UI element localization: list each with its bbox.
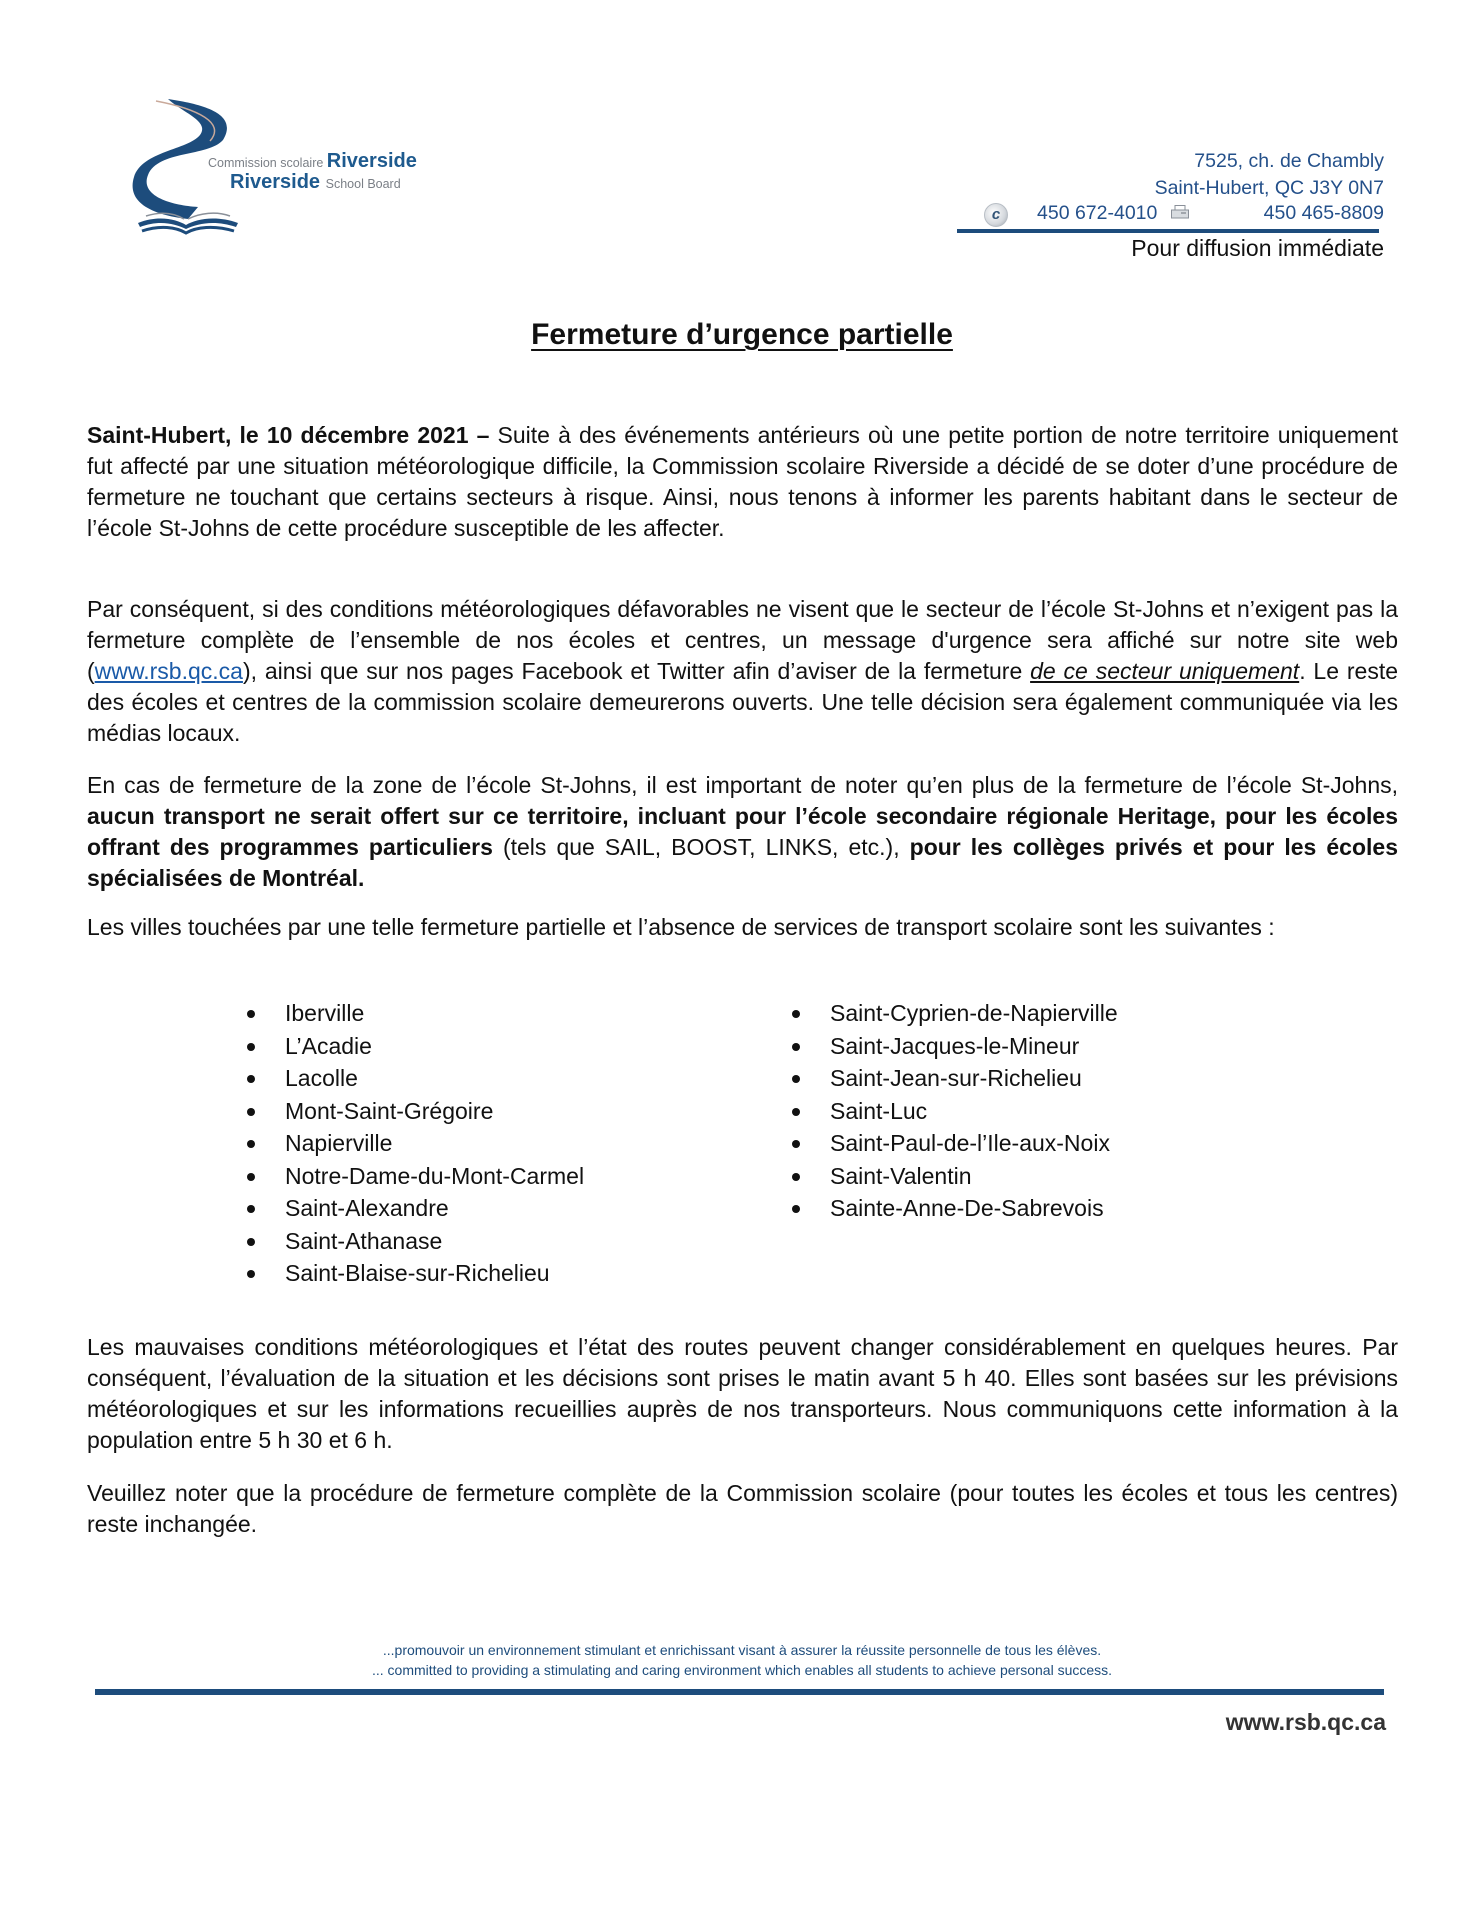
footer-website-link[interactable]: www.rsb.qc.ca — [1225, 1709, 1386, 1735]
transport-text-b: (tels que SAIL, BOOST, LINKS, etc.), — [492, 834, 910, 860]
contact-numbers — [964, 202, 1384, 229]
town-item: Sainte-Anne-De-Sabrevois — [792, 1192, 1118, 1225]
town-item: Mont-Saint-Grégoire — [247, 1095, 584, 1128]
notification-text-c: . Le reste des écoles et centres de la commission scolaire demeurerons ouverts. Une telle décision sera également communiquée via les médias locaux. — [87, 658, 1399, 746]
town-item: L’Acadie — [247, 1030, 584, 1063]
document-title: Fermeture d’urgence partielle — [531, 318, 953, 351]
dateline: Saint-Hubert, le 10 décembre 2021 – — [87, 422, 490, 448]
town-item: Saint-Athanase — [247, 1225, 584, 1258]
town-item: Lacolle — [247, 1062, 584, 1095]
logo-school-board: School Board — [325, 177, 401, 191]
paragraph-notification — [87, 594, 1398, 749]
logo-commission-scolaire: Commission scolaire — [208, 156, 324, 170]
intro-text: Suite à des événements antérieurs où une petite portion de notre territoire uniquement fut affecté par une situation météorologique difficile, la Commission scolaire Riverside a décidé de se doter d’une procédure de fermeture ne touchant que certains secteurs à risque. Ainsi, nous tenons à informer les parents habitant dans le secteur de l’école St-Johns de cette procédure susceptible de les affecter. — [87, 422, 1398, 541]
town-item: Saint-Alexandre — [247, 1192, 584, 1225]
towns-list-right — [792, 997, 1118, 1225]
phone-number: 450 672-4010 — [1037, 202, 1158, 224]
town-item: Saint-Blaise-sur-Richelieu — [247, 1257, 584, 1290]
release-note: Pour diffusion immédiate — [1131, 235, 1384, 261]
town-item: Napierville — [247, 1127, 584, 1160]
paragraph-timing: Les mauvaises conditions météorologiques et l’état des routes peuvent changer considérablement en quelques heures. Par conséquent, l’évaluation de la situation et les décisions sont prises le matin avant 5 h 40. Elles sont basées sur les prévisions météorologiques et sur les informations recueillies auprès de nos transporteurs. Nous communiquons cette information à la population entre 5 h 30 et 6 h. — [87, 1334, 1398, 1453]
logo-riverside-fr: Riverside — [326, 150, 417, 172]
address-block — [1155, 148, 1384, 202]
address-street: 7525, ch. de Chambly — [1194, 150, 1384, 172]
address-city: Saint-Hubert, QC J3Y 0N7 — [1154, 177, 1384, 199]
notification-text-b: ), ainsi que sur nos pages Facebook et Twitter afin d’aviser de la fermeture — [242, 658, 1031, 684]
transport-bold-a: aucun transport ne serait offert sur ce territoire, incluant pour l’école secondaire régionale Heritage, pour les écoles offrant des programmes particuliers — [87, 803, 1398, 860]
header-divider — [957, 229, 1379, 233]
fax-number: 450 465-8809 — [1263, 202, 1384, 224]
transport-bold-b: pour les collèges privés et pour les écoles spécialisées de Montréal. — [87, 834, 1398, 891]
town-item: Saint-Jacques-le-Mineur — [792, 1030, 1118, 1063]
footer-divider — [95, 1689, 1384, 1695]
transport-text-a: En cas de fermeture de la zone de l’école St-Johns, il est important de noter qu’en plus de la fermeture de l’école St-Johns, — [87, 772, 1398, 798]
footer-tagline-fr: ...promouvoir un environnement stimulant et enrichissant visant à assurer la réussite personnelle de tous les élèves. — [382, 1642, 1102, 1658]
towns-list-left — [247, 997, 584, 1290]
sector-emphasis: de ce secteur uniquement — [1030, 658, 1300, 684]
paragraph-transport — [87, 770, 1398, 894]
paragraph-towns-intro: Les villes touchées par une telle fermeture partielle et l’absence de services de transport scolaire sont les suivantes : — [87, 914, 1275, 940]
logo-wordmark — [208, 151, 417, 192]
town-item: Saint-Cyprien-de-Napierville — [792, 997, 1118, 1030]
town-item: Notre-Dame-du-Mont-Carmel — [247, 1160, 584, 1193]
town-item: Iberville — [247, 997, 584, 1030]
town-item: Saint-Luc — [792, 1095, 1118, 1128]
logo-riverside-en: Riverside — [230, 171, 321, 193]
fax-icon — [1171, 205, 1189, 219]
website-link[interactable]: www.rsb.qc.ca — [94, 658, 243, 684]
paragraph-closing: Veuillez noter que la procédure de fermeture complète de la Commission scolaire (pour toutes les écoles et tous les centres) reste inchangée. — [87, 1480, 1398, 1537]
footer-tagline-en: ... committed to providing a stimulating and caring environment which enables all students to achieve personal success. — [371, 1662, 1113, 1678]
town-item: Saint-Jean-sur-Richelieu — [792, 1062, 1118, 1095]
notification-text-a: Par conséquent, si des conditions météorologiques défavorables ne visent que le secteur de l’école St-Johns et n’exigent pas la fermeture complète de l’ensemble de nos écoles et centres, un message d'urgence sera affiché sur notre site web ( — [87, 596, 1398, 684]
paragraph-intro — [87, 420, 1398, 544]
phone-icon: c — [984, 203, 1008, 227]
riverside-logo — [128, 95, 448, 245]
town-item: Saint-Valentin — [792, 1160, 1118, 1193]
town-item: Saint-Paul-de-l’Ile-aux-Noix — [792, 1127, 1118, 1160]
